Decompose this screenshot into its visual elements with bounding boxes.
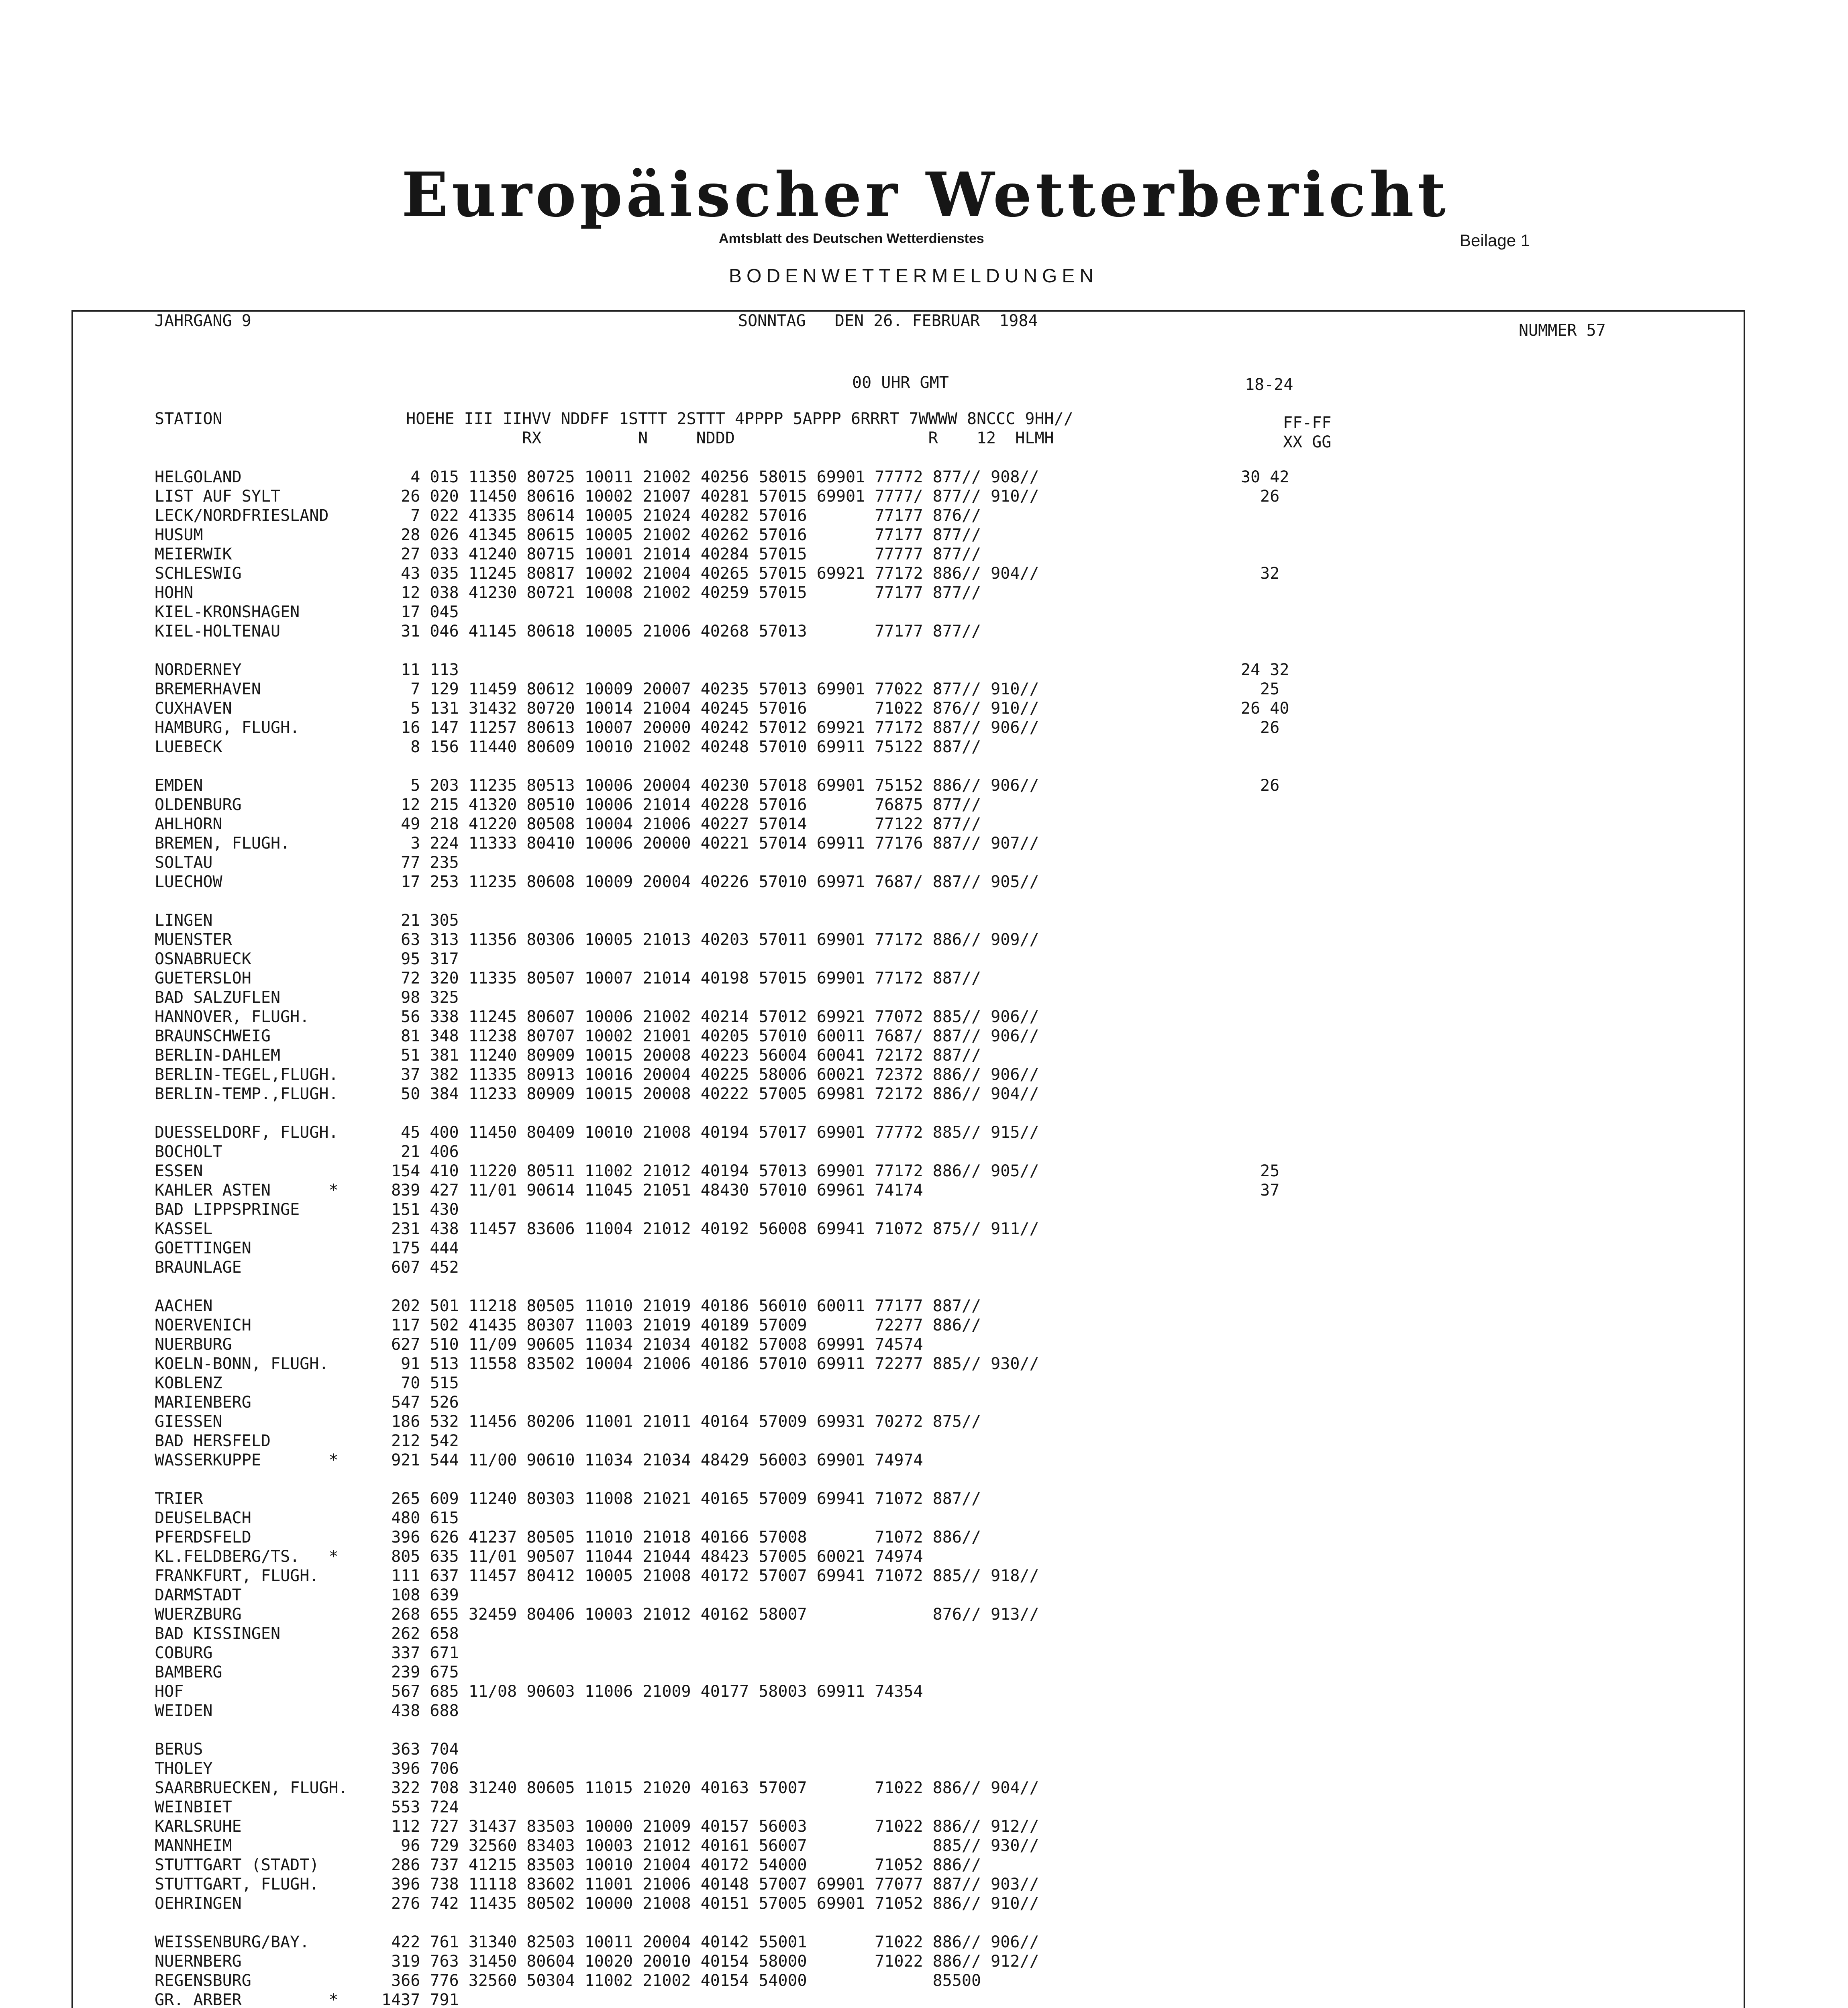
station-name: SOLTAU xyxy=(155,853,213,872)
station-name: KOELN-BONN, FLUGH. xyxy=(155,1355,329,1373)
station-name: KIEL-KRONSHAGEN xyxy=(155,603,300,621)
station-observation: 63 313 11356 80306 10005 21013 40203 57011 69901 77172 886// 909// xyxy=(381,931,1039,949)
station-name: CUXHAVEN xyxy=(155,699,232,718)
station-name: LECK/NORDFRIESLAND xyxy=(155,506,329,525)
station-name: OLDENBURG xyxy=(155,796,242,814)
station-name: SAARBRUECKEN, FLUGH. xyxy=(155,1779,348,1797)
station-observation: 805 635 11/01 90507 11044 21044 48423 57005 60021 74974 xyxy=(381,1547,923,1566)
station-observation: 21 406 xyxy=(381,1143,459,1161)
station-name: DEUSELBACH xyxy=(155,1509,251,1527)
station-observation: 28 026 41345 80615 10005 21002 40262 57016 77177 877// xyxy=(381,526,981,544)
station-observation: 31 046 41145 80618 10005 21006 40268 57013 77177 877// xyxy=(381,622,981,641)
station-observation: 480 615 xyxy=(381,1509,459,1527)
station-name: EMDEN xyxy=(155,776,203,795)
station-name: KL.FELDBERG/TS. * xyxy=(155,1547,339,1566)
station-observation: 51 381 11240 80909 10015 20008 40223 56004 60041 72172 887// xyxy=(381,1046,981,1065)
station-observation: 5 131 31432 80720 10014 21004 40245 57016 71022 876// 910// xyxy=(381,699,1039,718)
volume-label: JAHRGANG 9 xyxy=(155,312,251,330)
station-observation: 17 045 xyxy=(381,603,459,621)
station-name: MANNHEIM xyxy=(155,1837,232,1855)
station-observation: 438 688 xyxy=(381,1702,459,1720)
station-observation: 12 215 41320 80510 10006 21014 40228 57016 76875 877// xyxy=(381,796,981,814)
station-observation: 396 626 41237 80505 11010 21018 40166 57008 71072 886// xyxy=(381,1528,981,1547)
station-name: OSNABRUECK xyxy=(155,950,251,968)
station-name: WASSERKUPPE * xyxy=(155,1451,339,1469)
station-observation: 265 609 11240 80303 11008 21021 40165 57009 69941 71072 887// xyxy=(381,1490,981,1508)
station-name: LINGEN xyxy=(155,911,213,930)
period-label: 18-24 xyxy=(1245,375,1293,394)
gust-header-line1: FF-FF xyxy=(1283,414,1332,432)
station-name: HELGOLAND xyxy=(155,468,242,486)
station-observation: 77 235 xyxy=(381,853,459,872)
station-name: BERLIN-DAHLEM xyxy=(155,1046,281,1065)
station-observation: 322 708 31240 80605 11015 21020 40163 57007 71022 886// 904// xyxy=(381,1779,1039,1797)
station-observation: 56 338 11245 80607 10006 21002 40214 57012 69921 77072 885// 906// xyxy=(381,1008,1039,1026)
station-observation: 239 675 xyxy=(381,1663,459,1681)
station-observation: 319 763 31450 80604 10020 20010 40154 58000 71022 886// 912// xyxy=(381,1952,1039,1971)
station-observation: 37 382 11335 80913 10016 20004 40225 58006 60021 72372 886// 906// xyxy=(381,1065,1039,1084)
station-gust: 26 xyxy=(1241,487,1280,506)
column-header-line2: RX N NDDD R 12 HLMH xyxy=(155,429,1054,447)
station-observation: 366 776 32560 50304 11002 21002 40154 54000 85500 xyxy=(381,1971,981,1990)
column-header-line1: STATION HOEHE III IIHVV NDDFF 1STTT 2STTT 4PPPP 5APPP 6RRRT 7WWWW 8NCCC 9HH// xyxy=(155,410,1073,428)
station-observation: 337 671 xyxy=(381,1644,459,1662)
station-name: NORDERNEY xyxy=(155,661,242,679)
station-observation: 98 325 xyxy=(381,988,459,1007)
station-observation: 547 526 xyxy=(381,1393,459,1412)
station-name: HUSUM xyxy=(155,526,203,544)
station-gust: 26 xyxy=(1241,718,1280,737)
station-observation: 7 129 11459 80612 10009 20007 40235 57013 69901 77022 877// 910// xyxy=(381,680,1039,698)
station-name: LUECHOW xyxy=(155,873,222,891)
station-gust: 24 32 xyxy=(1241,661,1289,679)
station-name: TRIER xyxy=(155,1490,203,1508)
page-subtitle: Amtsblatt des Deutschen Wetterdienstes xyxy=(719,231,984,246)
station-gust: 26 40 xyxy=(1241,699,1289,718)
station-observation: 81 348 11238 80707 10002 21001 40205 57010 60011 7687/ 887// 906// xyxy=(381,1027,1039,1045)
station-name: STUTTGART, FLUGH. xyxy=(155,1875,319,1894)
station-name: BERLIN-TEMP.,FLUGH. xyxy=(155,1085,339,1103)
station-name: SCHLESWIG xyxy=(155,564,242,583)
station-name: BERUS xyxy=(155,1740,203,1759)
station-name: AHLHORN xyxy=(155,815,222,833)
station-name: STUTTGART (STADT) xyxy=(155,1856,319,1874)
station-observation: 1437 791 xyxy=(381,1991,459,2008)
gust-header-line2: XX GG xyxy=(1283,433,1332,451)
station-observation: 21 305 xyxy=(381,911,459,930)
station-observation: 117 502 41435 80307 11003 21019 40189 57009 72277 886// xyxy=(381,1316,981,1335)
issue-number: NUMMER 57 xyxy=(1519,321,1606,340)
station-name: OEHRINGEN xyxy=(155,1894,242,1913)
station-name: ESSEN xyxy=(155,1162,203,1180)
station-observation: 154 410 11220 80511 11002 21012 40194 57013 69901 77172 886// 905// xyxy=(381,1162,1039,1180)
station-name: BAD SALZUFLEN xyxy=(155,988,281,1007)
station-name: BOCHOLT xyxy=(155,1143,222,1161)
station-name: WEINBIET xyxy=(155,1798,232,1816)
station-observation: 186 532 11456 80206 11001 21011 40164 57009 69931 70272 875// xyxy=(381,1412,981,1431)
station-observation: 212 542 xyxy=(381,1432,459,1450)
station-name: HOF xyxy=(155,1682,184,1701)
station-observation: 49 218 41220 80508 10004 21006 40227 57014 77122 877// xyxy=(381,815,981,833)
station-observation: 202 501 11218 80505 11010 21019 40186 56010 60011 77177 887// xyxy=(381,1297,981,1315)
station-observation: 7 022 41335 80614 10005 21024 40282 57016 77177 876// xyxy=(381,506,981,525)
station-observation: 268 655 32459 80406 10003 21012 40162 58007 876// 913// xyxy=(381,1605,1039,1624)
station-observation: 16 147 11257 80613 10007 20000 40242 57012 69921 77172 887// 906// xyxy=(381,718,1039,737)
station-name: REGENSBURG xyxy=(155,1971,251,1990)
station-name: MEIERWIK xyxy=(155,545,232,563)
station-gust: 25 xyxy=(1241,680,1280,698)
station-observation: 567 685 11/08 90603 11006 21009 40177 58003 69911 74354 xyxy=(381,1682,923,1701)
station-observation: 627 510 11/09 90605 11034 21034 40182 57008 69991 74574 xyxy=(381,1335,923,1354)
station-name: WEISSENBURG/BAY. xyxy=(155,1933,310,1951)
station-name: BAMBERG xyxy=(155,1663,222,1681)
station-observation: 262 658 xyxy=(381,1624,459,1643)
station-name: BERLIN-TEGEL,FLUGH. xyxy=(155,1065,339,1084)
section-title: BODENWETTERMELDUNGEN xyxy=(729,265,1099,287)
station-observation: 70 515 xyxy=(381,1374,459,1392)
station-name: NOERVENICH xyxy=(155,1316,251,1335)
station-name: DUESSELDORF, FLUGH. xyxy=(155,1123,339,1142)
station-observation: 50 384 11233 80909 10015 20008 40222 57005 69981 72172 886// 904// xyxy=(381,1085,1039,1103)
station-observation: 111 637 11457 80412 10005 21008 40172 57007 69941 71072 885// 918// xyxy=(381,1567,1039,1585)
station-observation: 286 737 41215 83503 10010 21004 40172 54000 71052 886// xyxy=(381,1856,981,1874)
station-observation: 396 738 11118 83602 11001 21006 40148 57007 69901 77077 887// 903// xyxy=(381,1875,1039,1894)
station-name: KIEL-HOLTENAU xyxy=(155,622,281,641)
station-observation: 276 742 11435 80502 10000 21008 40151 57005 69901 71052 886// 910// xyxy=(381,1894,1039,1913)
station-name: GUETERSLOH xyxy=(155,969,251,988)
station-name: MARIENBERG xyxy=(155,1393,251,1412)
station-observation: 607 452 xyxy=(381,1258,459,1277)
station-name: WUERZBURG xyxy=(155,1605,242,1624)
station-name: KAHLER ASTEN * xyxy=(155,1181,339,1200)
station-observation: 839 427 11/01 90614 11045 21051 48430 57010 69961 74174 xyxy=(381,1181,923,1200)
station-name: HOHN xyxy=(155,584,194,602)
station-name: MUENSTER xyxy=(155,931,232,949)
station-gust: 37 xyxy=(1241,1181,1280,1200)
observation-time: 00 UHR GMT xyxy=(852,373,949,392)
station-observation: 3 224 11333 80410 10006 20000 40221 57014 69911 77176 887// 907// xyxy=(381,834,1039,853)
station-name: NUERBURG xyxy=(155,1335,232,1354)
station-observation: 27 033 41240 80715 10001 21014 40284 57015 77777 877// xyxy=(381,545,981,563)
station-name: BAD LIPPSPRINGE xyxy=(155,1200,300,1219)
station-name: GR. ARBER * xyxy=(155,1991,339,2008)
station-observation: 26 020 11450 80616 10002 21007 40281 57015 69901 7777/ 877// 910// xyxy=(381,487,1039,506)
station-observation: 8 156 11440 80609 10010 21002 40248 57010 69911 75122 887// xyxy=(381,738,981,756)
station-observation: 553 724 xyxy=(381,1798,459,1816)
station-observation: 175 444 xyxy=(381,1239,459,1257)
station-name: BRAUNSCHWEIG xyxy=(155,1027,271,1045)
station-name: BAD KISSINGEN xyxy=(155,1624,281,1643)
station-observation: 91 513 11558 83502 10004 21006 40186 57010 69911 72277 885// 930// xyxy=(381,1355,1039,1373)
date-label: SONNTAG DEN 26. FEBRUAR 1984 xyxy=(738,312,1038,330)
station-name: PFERDSFELD xyxy=(155,1528,251,1547)
station-name: KOBLENZ xyxy=(155,1374,222,1392)
station-observation: 43 035 11245 80817 10002 21004 40265 57015 69921 77172 886// 904// xyxy=(381,564,1039,583)
station-observation: 95 317 xyxy=(381,950,459,968)
station-name: KARLSRUHE xyxy=(155,1817,242,1836)
station-gust: 26 xyxy=(1241,776,1280,795)
station-gust: 32 xyxy=(1241,564,1280,583)
station-gust: 30 42 xyxy=(1241,468,1289,486)
station-name: BAD HERSFELD xyxy=(155,1432,271,1450)
station-observation: 12 038 41230 80721 10008 21002 40259 57015 77177 877// xyxy=(381,584,981,602)
station-observation: 112 727 31437 83503 10000 21009 40157 56003 71022 886// 912// xyxy=(381,1817,1039,1836)
station-name: THOLEY xyxy=(155,1759,213,1778)
station-name: GIESSEN xyxy=(155,1412,222,1431)
station-name: NUERNBERG xyxy=(155,1952,242,1971)
station-name: LUEBECK xyxy=(155,738,222,756)
station-observation: 4 015 11350 80725 10011 21002 40256 58015 69901 77772 877// 908// xyxy=(381,468,1039,486)
station-name: COBURG xyxy=(155,1644,213,1662)
station-name: WEIDEN xyxy=(155,1702,213,1720)
station-name: BREMERHAVEN xyxy=(155,680,261,698)
page-title: Europäischer Wetterbericht xyxy=(402,159,1449,231)
station-name: DARMSTADT xyxy=(155,1586,242,1604)
station-observation: 151 430 xyxy=(381,1200,459,1219)
station-name: HAMBURG, FLUGH. xyxy=(155,718,300,737)
station-observation: 422 761 31340 82503 10011 20004 40142 55001 71022 886// 906// xyxy=(381,1933,1039,1951)
station-observation: 108 639 xyxy=(381,1586,459,1604)
station-observation: 96 729 32560 83403 10003 21012 40161 56007 885// 930// xyxy=(381,1837,1039,1855)
station-name: GOETTINGEN xyxy=(155,1239,251,1257)
station-observation: 921 544 11/00 90610 11034 21034 48429 56003 69901 74974 xyxy=(381,1451,923,1469)
station-name: BRAUNLAGE xyxy=(155,1258,242,1277)
station-observation: 45 400 11450 80409 10010 21008 40194 57017 69901 77772 885// 915// xyxy=(381,1123,1039,1142)
station-observation: 11 113 xyxy=(381,661,459,679)
station-observation: 5 203 11235 80513 10006 20004 40230 57018 69901 75152 886// 906// xyxy=(381,776,1039,795)
station-name: AACHEN xyxy=(155,1297,213,1315)
station-name: HANNOVER, FLUGH. xyxy=(155,1008,310,1026)
station-name: LIST AUF SYLT xyxy=(155,487,281,506)
station-observation: 396 706 xyxy=(381,1759,459,1778)
supplement-label: Beilage 1 xyxy=(1460,231,1530,250)
station-name: FRANKFURT, FLUGH. xyxy=(155,1567,319,1585)
station-observation: 72 320 11335 80507 10007 21014 40198 57015 69901 77172 887// xyxy=(381,969,981,988)
station-observation: 363 704 xyxy=(381,1740,459,1759)
station-name: KASSEL xyxy=(155,1220,213,1238)
station-gust: 25 xyxy=(1241,1162,1280,1180)
station-observation: 231 438 11457 83606 11004 21012 40192 56008 69941 71072 875// 911// xyxy=(381,1220,1039,1238)
station-name: BREMEN, FLUGH. xyxy=(155,834,290,853)
station-observation: 17 253 11235 80608 10009 20004 40226 57010 69971 7687/ 887// 905// xyxy=(381,873,1039,891)
